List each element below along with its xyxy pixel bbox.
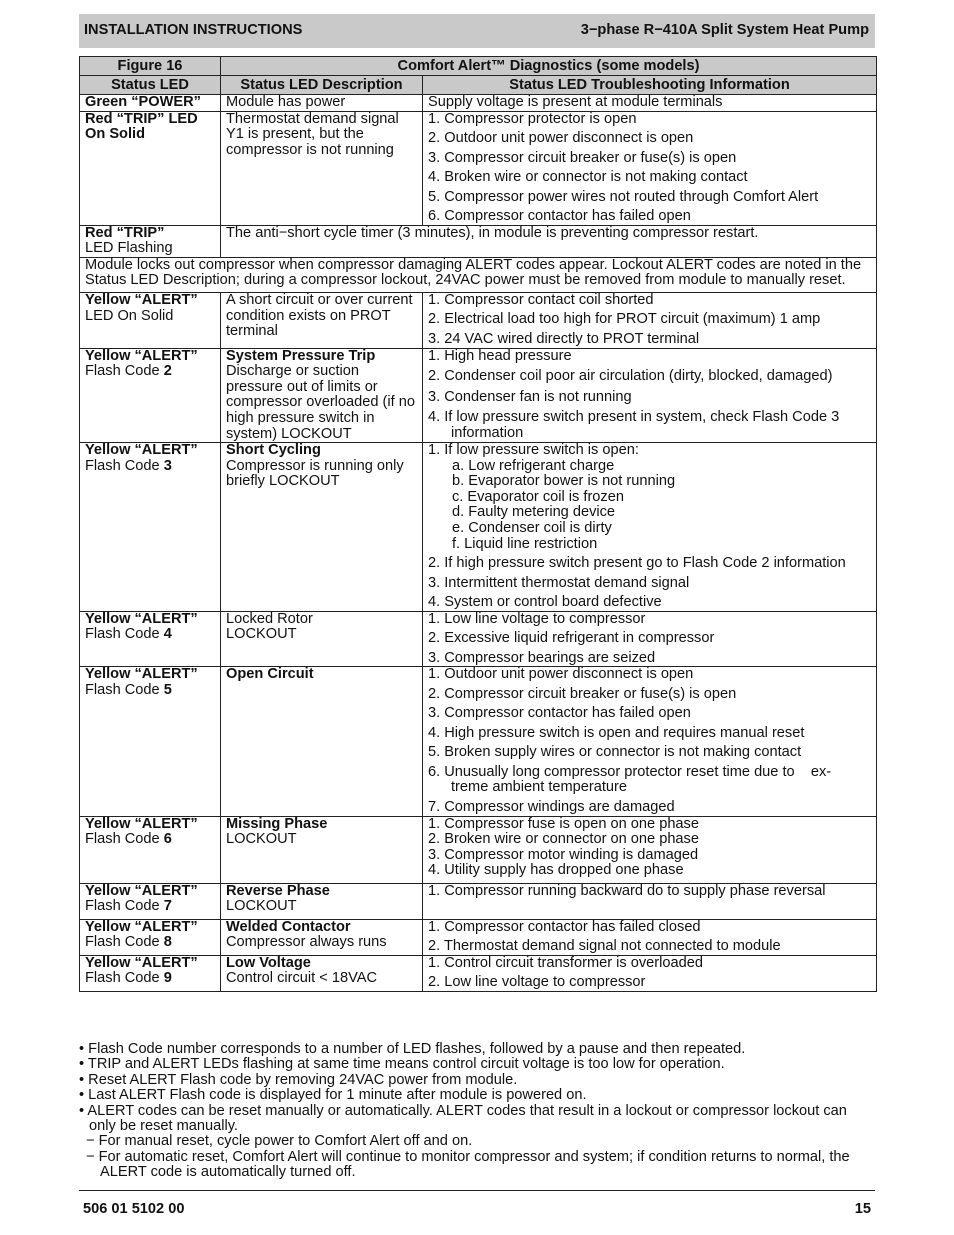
list-item-continuation: information <box>451 424 524 441</box>
column-header-description: Status LED Description <box>221 76 423 95</box>
status-led-cell <box>80 611 221 667</box>
status-led-cell <box>80 955 221 991</box>
description-cell <box>221 883 423 919</box>
list-item: 1. Low line voltage to compressor <box>428 610 646 627</box>
flash-code-number: 5 <box>163 681 172 698</box>
flash-code-label <box>85 364 216 380</box>
list-item: 4. Broken wire or connector is not making contact <box>428 169 748 186</box>
status-led-name: Yellow “ALERT” <box>85 815 198 832</box>
diagnostics-table <box>79 56 877 992</box>
flash-code-number: 4 <box>163 626 172 643</box>
status-led-name: Yellow “ALERT” <box>85 954 198 971</box>
list-item: 3. Compressor contactor has failed open <box>428 705 691 722</box>
column-header-troubleshooting: Status LED Troubleshooting Information <box>423 76 877 95</box>
troubleshooting-cell <box>423 667 877 816</box>
list-item: 3. Compressor circuit breaker or fuse(s) is open <box>428 149 737 166</box>
header-product-title: 3−phase R−410A Split System Heat Pump <box>580 22 869 39</box>
fault-title: Open Circuit <box>226 666 314 683</box>
flash-code-prefix: Flash Code <box>85 831 164 848</box>
fault-title: Missing Phase <box>226 815 328 832</box>
list-item: 6. Compressor contactor has failed open <box>428 208 691 225</box>
fault-description: LOCKOUT <box>226 898 297 915</box>
list-item: 3. 24 VAC wired directly to PROT terminal <box>428 330 700 347</box>
status-led-cell <box>80 667 221 816</box>
flash-code-number: 2 <box>163 363 172 380</box>
status-led-cell <box>80 919 221 955</box>
table-title-row <box>80 57 877 76</box>
list-item: 3. Compressor motor winding is damaged <box>428 846 699 863</box>
note-item: • TRIP and ALERT LEDs flashing at same time means control circuit voltage is too low for operation. <box>79 1056 725 1073</box>
note-item: • Flash Code number corresponds to a number of LED flashes, followed by a pause and then repeated. <box>79 1041 746 1057</box>
fault-description: Compressor always runs <box>226 934 387 951</box>
list-item: 4. If low pressure switch present in system, check Flash Code 3 <box>428 409 840 426</box>
flash-code-label <box>85 971 216 987</box>
page-number: 15 <box>854 1201 871 1217</box>
fault-description: Control circuit < 18VAC <box>226 970 377 987</box>
flash-code-prefix: Flash Code <box>85 626 164 643</box>
status-led-cell <box>80 95 221 112</box>
description-cell <box>221 443 423 612</box>
flash-code-prefix: Flash Code <box>85 363 164 380</box>
list-subitem: a. Low refrigerant charge <box>452 457 615 474</box>
flash-code-label <box>85 899 216 915</box>
status-led-cell <box>80 292 221 348</box>
list-item: 5. Compressor power wires not routed through Comfort Alert <box>428 188 819 205</box>
troubleshooting-cell <box>423 883 877 919</box>
list-item: 5. Broken supply wires or connector is not making contact <box>428 744 802 761</box>
list-item: 1. Outdoor unit power disconnect is open <box>428 666 694 683</box>
list-item: 6. Unusually long compressor protector reset time due to ex- <box>428 763 832 780</box>
page-header <box>79 14 875 48</box>
fault-description: Discharge or suction pressure out of limits or compressor overloaded (if no high pressure switch in system) LOCKOUT <box>226 363 415 442</box>
flash-code-prefix: Flash Code <box>85 681 164 698</box>
flash-code-prefix: Flash Code <box>85 898 164 915</box>
flash-code-prefix: Flash Code <box>85 970 164 987</box>
table-title: Comfort Alert™ Diagnostics (some models) <box>221 57 877 76</box>
document-number: 506 01 5102 00 <box>83 1201 185 1217</box>
list-item: 2. Thermostat demand signal not connected to module <box>428 938 781 955</box>
fault-title: Welded Contactor <box>226 918 351 935</box>
status-led-name: Yellow “ALERT” <box>85 291 198 308</box>
flash-code-label <box>85 459 216 475</box>
table-row-flash-code-5 <box>80 667 877 816</box>
status-led-name: Red “TRIP” <box>85 224 165 241</box>
subnote-item: − For manual reset, cycle power to Comfort Alert off and on. <box>86 1133 473 1150</box>
table-row-flash-code-6 <box>80 816 877 883</box>
list-item: 2. Condenser coil poor air circulation (dirty, blocked, damaged) <box>428 368 833 385</box>
flash-code-number: 6 <box>163 831 172 848</box>
list-item: 1. Compressor running backward do to supply phase reversal <box>428 882 826 899</box>
description-cell <box>221 348 423 443</box>
column-header-status-led: Status LED <box>80 76 221 95</box>
troubleshooting-cell <box>423 443 877 612</box>
figure-label: Figure 16 <box>80 57 221 76</box>
list-item: 1. Compressor fuse is open on one phase <box>428 815 699 832</box>
list-item: 1. Compressor contact coil shorted <box>428 291 654 308</box>
list-item: 1. Compressor protector is open <box>428 110 637 127</box>
flash-code-number: 9 <box>163 970 172 987</box>
troubleshooting-cell <box>423 292 877 348</box>
description-cell: The anti−short cycle timer (3 minutes), in module is preventing compressor restart. <box>221 225 877 257</box>
description-cell <box>221 816 423 883</box>
table-row-flash-code-4 <box>80 611 877 667</box>
notes-section <box>79 1042 875 1181</box>
fault-title: System Pressure Trip <box>226 347 376 364</box>
note-item: • Last ALERT Flash code is displayed for 1 minute after module is powered on. <box>79 1087 587 1104</box>
list-item: 2. Low line voltage to compressor <box>428 974 646 991</box>
status-led-cell <box>80 883 221 919</box>
table-row-alert-solid <box>80 292 877 348</box>
list-subitem: e. Condenser coil is dirty <box>452 520 612 537</box>
status-led-name: Green “POWER” <box>85 94 201 110</box>
status-led-name: Yellow “ALERT” <box>85 666 198 683</box>
list-subitem: c. Evaporator coil is frozen <box>452 488 624 505</box>
fault-title: Low Voltage <box>226 954 311 971</box>
status-led-cell <box>80 348 221 443</box>
description-cell <box>221 955 423 991</box>
status-led-name: Yellow “ALERT” <box>85 347 198 364</box>
list-item: 2. Outdoor unit power disconnect is open <box>428 130 694 147</box>
flash-code-label <box>85 627 216 643</box>
list-item: 1. High head pressure <box>428 347 572 364</box>
description-cell <box>221 919 423 955</box>
troubleshooting-cell <box>423 955 877 991</box>
list-item: 2. Compressor circuit breaker or fuse(s) is open <box>428 685 737 702</box>
list-item: 1. Control circuit transformer is overloaded <box>428 954 703 971</box>
list-item: 3. Intermittent thermostat demand signal <box>428 574 690 591</box>
flash-code-number: 3 <box>163 457 172 474</box>
fault-title: Locked Rotor <box>226 610 313 627</box>
list-item: 7. Compressor windings are damaged <box>428 799 675 815</box>
description-cell <box>221 611 423 667</box>
fault-description: Compressor is running only briefly LOCKOUT <box>226 457 404 490</box>
lockout-note: Module locks out compressor when compressor damaging ALERT codes appear. Lockout ALERT codes are noted in the Status LED Description; during a compressor lockout, 24VAC power must be removed from module to manually reset. <box>80 257 877 292</box>
list-item: 2. Electrical load too high for PROT circuit (maximum) 1 amp <box>428 311 821 328</box>
table-header-row <box>80 76 877 95</box>
list-item: 3. Condenser fan is not running <box>428 388 632 405</box>
list-item: 4. System or control board defective <box>428 594 662 611</box>
fault-title: Short Cycling <box>226 442 321 459</box>
table-row-flash-code-2 <box>80 348 877 443</box>
table-row-flash-code-9 <box>80 955 877 991</box>
flash-code-prefix: Flash Code <box>85 457 164 474</box>
status-led-mode: LED On Solid <box>85 307 174 324</box>
list-item: 3. Compressor bearings are seized <box>428 649 656 666</box>
note-item: • ALERT codes can be reset manually or automatically. ALERT codes that result in a lockout or compressor lockout can only be reset manually. <box>79 1102 847 1135</box>
description-cell: A short circuit or over current condition exists on PROT terminal <box>221 292 423 348</box>
troubleshooting-cell <box>423 111 877 225</box>
status-led-name: Yellow “ALERT” <box>85 442 198 459</box>
table-row-flash-code-7 <box>80 883 877 919</box>
status-led-cell <box>80 816 221 883</box>
table-row-power <box>80 95 877 112</box>
flash-code-number: 8 <box>163 934 172 951</box>
list-subitem: f. Liquid line restriction <box>452 535 598 552</box>
fault-description: LOCKOUT <box>226 831 297 848</box>
troubleshooting-cell: Supply voltage is present at module terminals <box>423 95 877 112</box>
table-row-lockout-note <box>80 257 877 292</box>
status-led-mode: LED Flashing <box>85 240 173 257</box>
list-item: 2. Excessive liquid refrigerant in compressor <box>428 630 715 647</box>
status-led-name: Yellow “ALERT” <box>85 610 198 627</box>
flash-code-label <box>85 683 216 699</box>
fault-description: LOCKOUT <box>226 626 297 643</box>
fault-title: Reverse Phase <box>226 882 330 899</box>
table-row-flash-code-8 <box>80 919 877 955</box>
status-led-cell <box>80 443 221 612</box>
list-item: 1. Compressor contactor has failed closed <box>428 918 701 935</box>
status-led-name: Yellow “ALERT” <box>85 882 198 899</box>
table-row-trip-flashing <box>80 225 877 257</box>
note-item: • Reset ALERT Flash code by removing 24VAC power from module. <box>79 1071 518 1088</box>
footer-divider <box>79 1190 875 1191</box>
flash-code-label <box>85 832 216 848</box>
status-led-name: Red “TRIP” LED <box>85 110 198 127</box>
list-item-continuation: treme ambient temperature <box>451 779 628 796</box>
list-item: 4. Utility supply has dropped one phase <box>428 862 684 879</box>
flash-code-prefix: Flash Code <box>85 934 164 951</box>
status-led-cell <box>80 111 221 225</box>
description-cell <box>221 667 423 816</box>
flash-code-label <box>85 935 216 951</box>
table-row-flash-code-3 <box>80 443 877 612</box>
list-item: 2. If high pressure switch present go to Flash Code 2 information <box>428 555 846 572</box>
status-led-cell <box>80 225 221 257</box>
troubleshooting-cell <box>423 348 877 443</box>
list-item: 2. Broken wire or connector on one phase <box>428 831 699 848</box>
description-cell: Module has power <box>221 95 423 112</box>
flash-code-number: 7 <box>163 898 172 915</box>
table-row-trip-solid <box>80 111 877 225</box>
subnote-item: − For automatic reset, Comfort Alert will continue to monitor compressor and system; if condition returns to normal, the ALERT code is automatically turned off. <box>86 1148 850 1181</box>
description-cell: Thermostat demand signal Y1 is present, but the compressor is not running <box>221 111 423 225</box>
list-subitem: b. Evaporator bower is not running <box>452 473 676 490</box>
list-subitem: d. Faulty metering device <box>452 504 616 521</box>
page-footer <box>83 1202 871 1218</box>
list-item: 4. High pressure switch is open and requires manual reset <box>428 724 805 741</box>
troubleshooting-cell <box>423 919 877 955</box>
status-led-mode: On Solid <box>85 126 145 143</box>
troubleshooting-cell <box>423 816 877 883</box>
header-section-title: INSTALLATION INSTRUCTIONS <box>84 22 303 39</box>
list-item: 1. If low pressure switch is open: <box>428 442 639 459</box>
status-led-name: Yellow “ALERT” <box>85 918 198 935</box>
troubleshooting-cell <box>423 611 877 667</box>
